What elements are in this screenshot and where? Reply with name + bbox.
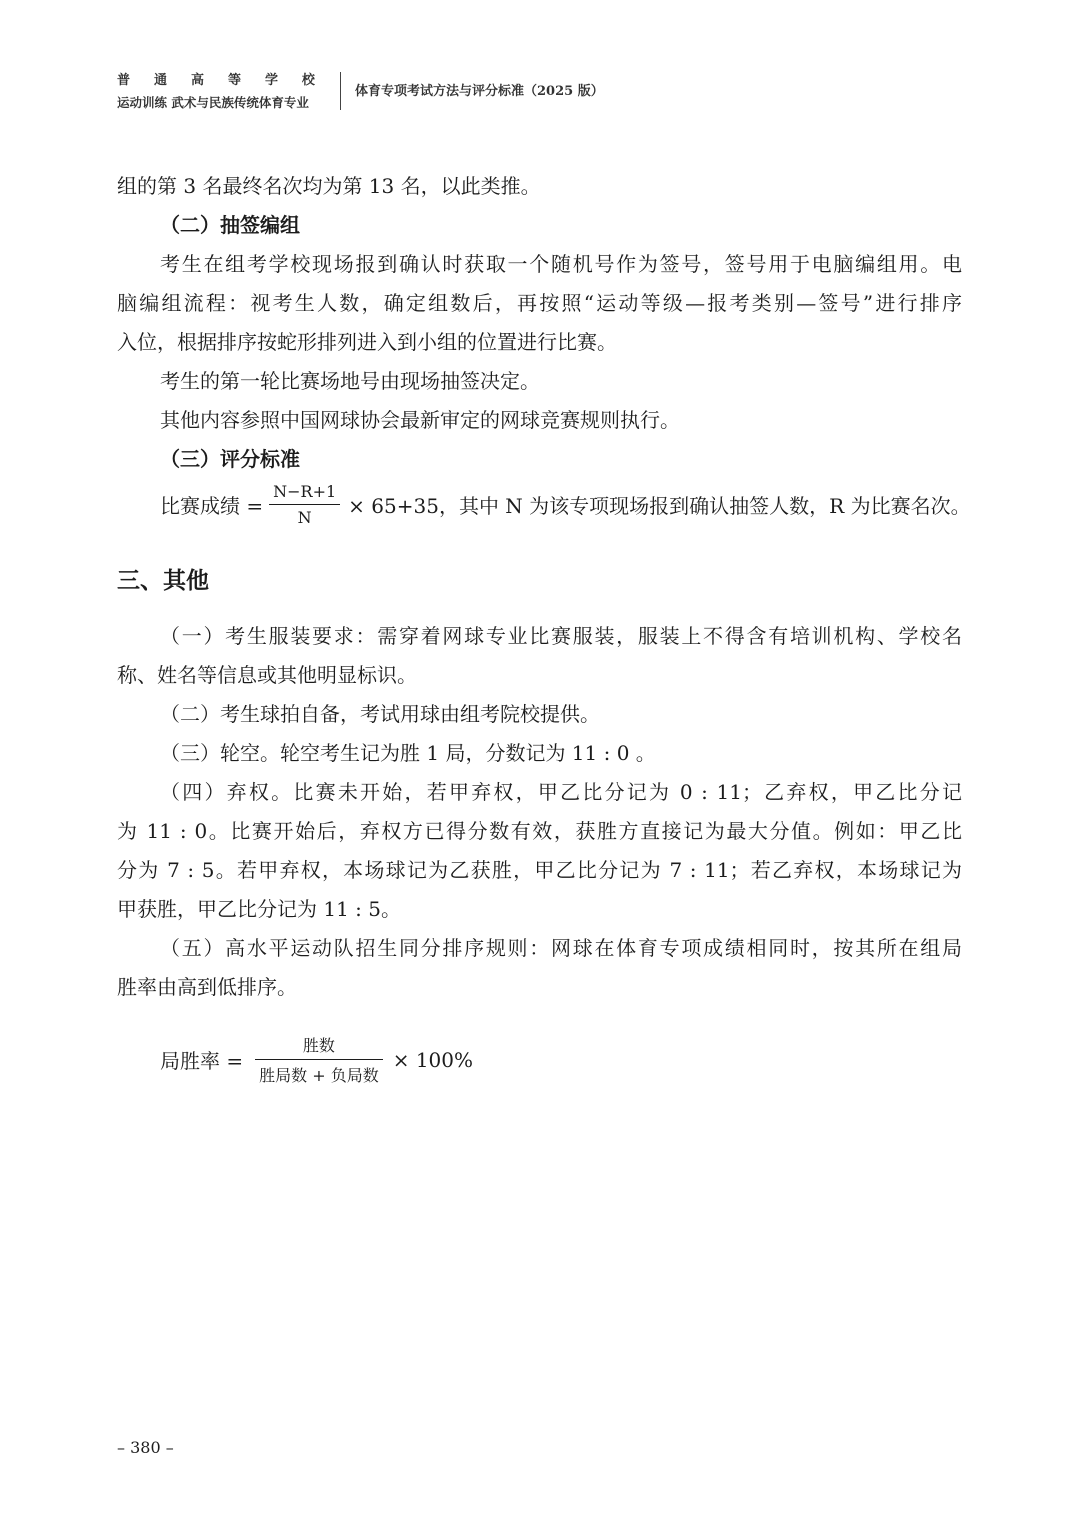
formula-denominator: 胜局数 + 负局数: [259, 1066, 379, 1086]
paragraph-line: 考生在组考学校现场报到确认时获取一个随机号作为签号，签号用于电脑编组用。电: [160, 252, 962, 276]
formula-numerator: 胜数: [302, 1036, 335, 1055]
list-item: （三）轮空。轮空考生记为胜 1 局，分数记为 11 : 0 。: [160, 741, 656, 765]
header-char: 普: [117, 73, 131, 88]
list-item-line: 胜率由高到低排序。: [117, 975, 297, 999]
continuation-line: 组的第 3 名最终名次均为第 13 名，以此类推。: [117, 174, 541, 198]
list-item-line: （四）弃权。比赛未开始，若甲弃权，甲乙比分记为 0 : 11；乙弃权，甲乙比分记: [160, 780, 962, 804]
paragraph: 其他内容参照中国网球协会最新审定的网球竞赛规则执行。: [160, 408, 680, 432]
header-char: 校: [301, 73, 315, 88]
list-item: （二）考生球拍自备，考试用球由组考院校提供。: [160, 702, 600, 726]
header-char: 等: [227, 73, 241, 88]
formula-prefix: 比赛成绩 =: [160, 494, 264, 519]
section-heading-draw-grouping: （二）抽签编组: [160, 213, 300, 237]
list-item-line: （一）考生服装要求：需穿着网球专业比赛服装，服装上不得含有培训机构、学校名: [160, 624, 962, 648]
formula-numerator: N−R+1: [273, 482, 337, 501]
running-header-left: [117, 72, 327, 112]
formula-suffix: × 65+35，其中 N 为该专项现场报到确认抽签人数，R 为比赛名次。: [348, 494, 971, 519]
header-divider: [340, 72, 341, 110]
formula-suffix: × 100%: [392, 1047, 474, 1072]
formula-prefix: 局胜率 =: [160, 1049, 244, 1074]
header-char: 高: [190, 73, 204, 88]
chapter-heading-other: 三、其他: [117, 567, 209, 594]
list-item-line: 为 11 : 0。比赛开始后，弃权方已得分数有效，获胜方直接记为最大分值。例如：甲乙比: [117, 819, 962, 843]
page-number: – 380 –: [117, 1438, 174, 1457]
header-char: 学: [264, 73, 278, 88]
score-formula: [160, 482, 971, 527]
win-rate-formula: [160, 1033, 473, 1086]
paragraph: 考生的第一轮比赛场地号由现场抽签决定。: [160, 369, 540, 393]
header-school-type: [117, 72, 315, 90]
formula-denominator: N: [297, 508, 312, 528]
running-header-right: 体育专项考试方法与评分标准（2025 版）: [355, 84, 604, 99]
section-heading-scoring: （三）评分标准: [160, 447, 300, 471]
paragraph-line: 脑编组流程：视考生人数，确定组数后，再按照“运动等级—报考类别—签号”进行排序: [117, 291, 962, 315]
formula-fraction: [269, 482, 340, 527]
paragraph-line: 入位，根据排序按蛇形排列进入到小组的位置进行比赛。: [117, 330, 617, 354]
list-item-line: 甲获胜，甲乙比分记为 11 : 5。: [117, 897, 401, 921]
list-item-line: 分为 7 : 5。若甲弃权，本场球记为乙获胜，甲乙比分记为 7 : 11；若乙弃权，本场球记为: [117, 858, 962, 882]
header-major: 运动训练 武术与民族传统体育专业: [117, 95, 309, 110]
list-item-line: 称、姓名等信息或其他明显标识。: [117, 663, 417, 687]
header-char: 通: [153, 73, 167, 88]
list-item-line: （五）高水平运动队招生同分排序规则：网球在体育专项成绩相同时，按其所在组局: [160, 936, 962, 960]
formula-fraction: [255, 1033, 383, 1086]
